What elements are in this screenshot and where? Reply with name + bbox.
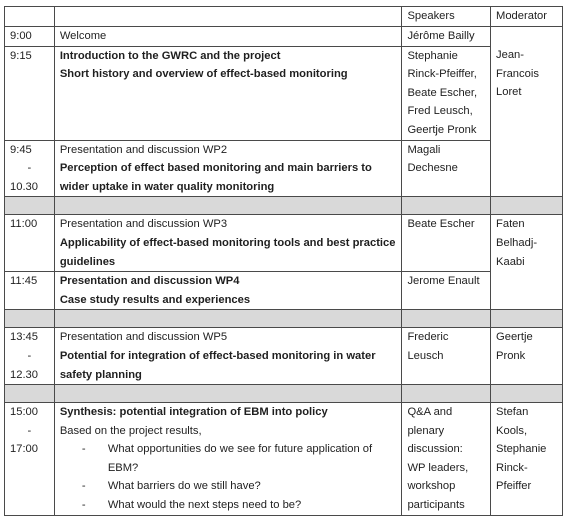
break-row <box>5 310 563 328</box>
time-cell: 9:00 <box>5 27 55 47</box>
moderator-line: Stefan <box>496 406 529 419</box>
topic-title: Presentation and discussion WP4 <box>59 275 240 288</box>
speaker-line: Beate Escher, <box>407 86 478 99</box>
time-dash: - <box>27 162 32 175</box>
time-cell <box>5 403 55 516</box>
row-welcome <box>5 27 563 47</box>
list-item: - What would the next steps need to be? <box>60 496 397 515</box>
time-end: 10.30 <box>10 180 38 193</box>
question-list <box>60 440 397 514</box>
time-dash: - <box>27 424 32 437</box>
time-cell <box>5 328 55 385</box>
speaker-line: Fred Leusch, <box>407 105 473 118</box>
topic-label: Presentation and discussion WP2 <box>59 143 228 156</box>
topic-cell <box>54 46 402 140</box>
moderator-line: Faten <box>496 218 525 231</box>
topic-cell <box>54 140 402 197</box>
topic-cell <box>54 215 402 272</box>
break-row <box>5 197 563 215</box>
speaker-line: workshop <box>407 480 456 493</box>
speaker-line: Frederic <box>407 331 449 344</box>
speaker-line: Leusch <box>407 349 444 362</box>
row-wp5 <box>5 328 563 385</box>
speaker-line: Geertje Pronk <box>407 123 477 136</box>
topic-title: Short history and overview of effect-based monitoring <box>59 68 348 81</box>
topic-title: Introduction to the GWRC and the project <box>59 49 281 62</box>
speaker-cell <box>402 328 491 385</box>
moderator-cell <box>491 215 563 310</box>
speaker-line: Rinck-Pfeiffer, <box>407 68 477 81</box>
speaker-cell <box>402 46 491 140</box>
topic-label: Presentation and discussion WP3 <box>59 218 228 231</box>
topic-cell <box>54 272 402 310</box>
moderator-line: Stephanie <box>496 443 547 456</box>
header-time <box>5 7 55 27</box>
moderator-line: Jean- <box>496 49 525 61</box>
time-cell <box>5 140 55 197</box>
moderator-line: Geertje <box>496 331 533 344</box>
row-intro <box>5 46 563 140</box>
speaker-cell: Jerome Enault <box>402 272 491 310</box>
header-row <box>5 7 563 27</box>
moderator-line: Kaabi <box>496 255 525 268</box>
header-topic <box>54 7 402 27</box>
topic-label: Presentation and discussion WP5 <box>59 331 228 344</box>
topic-title: Potential for integration of effect-based monitoring in water safety planning <box>59 349 376 381</box>
speaker-line: Stephanie <box>407 49 458 62</box>
row-wp3 <box>5 215 563 272</box>
list-item: - What opportunities do we see for future application of EBM? <box>60 440 397 477</box>
speaker-line: Magali <box>407 143 441 156</box>
moderator-line: Pronk <box>496 349 526 362</box>
topic-title: Applicability of effect-based monitoring tools and best practice guidelines <box>59 236 396 268</box>
break-row <box>5 385 563 403</box>
time-cell: 11:00 <box>5 215 55 272</box>
time-cell: 9:15 <box>5 46 55 140</box>
list-item: - What barriers do we still have? <box>60 477 397 496</box>
row-wp4 <box>5 272 563 310</box>
moderator-cell <box>491 328 563 385</box>
time-cell: 11:45 <box>5 272 55 310</box>
speaker-line: Dechesne <box>407 162 458 175</box>
header-speakers: Speakers <box>402 7 491 27</box>
speaker-line: discussion: <box>407 443 463 456</box>
moderator-cell <box>491 403 563 516</box>
time-dash: - <box>27 349 32 362</box>
speaker-cell: Beate Escher <box>402 215 491 272</box>
topic-cell: Welcome <box>54 27 402 47</box>
time-end: 12.30 <box>10 368 38 381</box>
topic-cell <box>54 403 402 516</box>
moderator-cell <box>491 27 563 197</box>
row-synthesis <box>5 403 563 516</box>
speaker-cell <box>402 403 491 516</box>
moderator-line: Belhadj- <box>496 236 538 249</box>
moderator-line: Rinck- <box>496 461 528 474</box>
agenda-table <box>4 6 563 516</box>
moderator-line: Loret <box>496 86 522 99</box>
header-moderator: Moderator <box>491 7 563 27</box>
time-end: 17:00 <box>10 443 38 456</box>
moderator-line: Pfeiffer <box>496 480 532 493</box>
topic-title: Case study results and experiences <box>59 293 251 306</box>
topic-intro: Based on the project results, <box>59 424 202 437</box>
row-wp2 <box>5 140 563 197</box>
topic-cell <box>54 328 402 385</box>
time-start: 15:00 <box>10 406 38 419</box>
topic-title: Synthesis: potential integration of EBM into policy <box>59 406 328 419</box>
speaker-cell <box>402 140 491 197</box>
time-start: 9:45 <box>10 143 32 156</box>
moderator-line: Kools, <box>496 424 528 437</box>
topic-title: Perception of effect based monitoring and main barriers to wider uptake in water quality monitoring <box>59 162 372 193</box>
moderator-line: Francois <box>496 67 539 80</box>
speaker-cell: Jérôme Bailly <box>402 27 491 47</box>
speaker-line: plenary <box>407 424 445 437</box>
time-start: 13:45 <box>10 331 38 344</box>
speaker-line: participants <box>407 499 465 512</box>
speaker-line: Q&A and <box>407 406 453 419</box>
speaker-line: WP leaders, <box>407 461 469 474</box>
